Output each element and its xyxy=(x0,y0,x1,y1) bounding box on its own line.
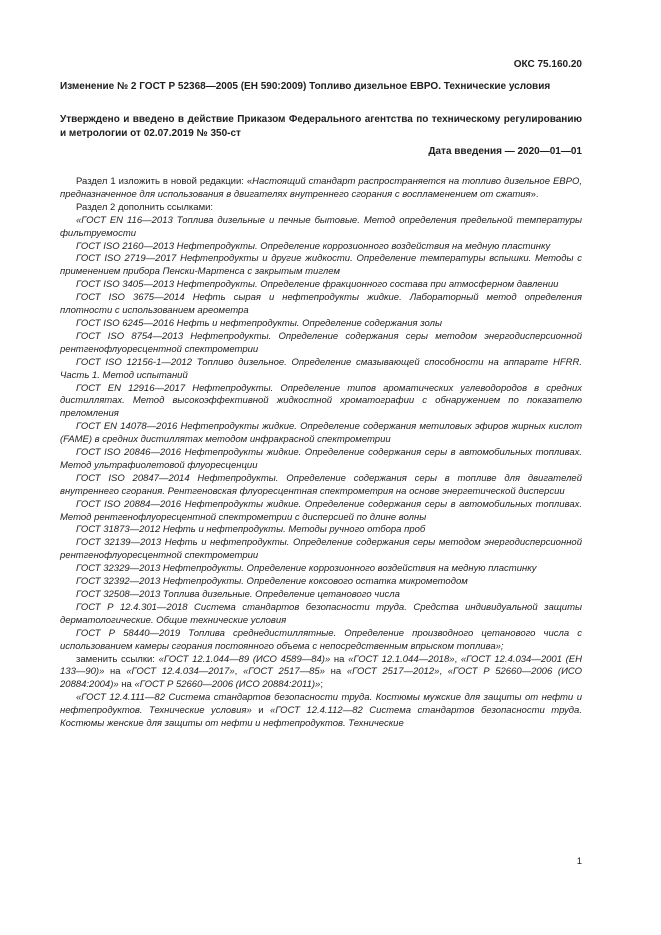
reference-item: ГОСТ 31873—2012 Нефть и нефтепродукты. Методы ручного отбора проб xyxy=(76,524,426,536)
classification-code: ОКС 75.160.20 xyxy=(513,59,582,70)
reference-item: ГОСТ ISO 3675—2014 Нефть сырая и нефтепродукты жидкие. Лабораторный метод определения плотности с использованием ареометра xyxy=(60,292,582,317)
replace-references-paragraph: заменить ссылки: «ГОСТ 12.1.044—89 (ИСО 4589—84)» на «ГОСТ 12.1.044—2018», «ГОСТ 12.4.034—2001 (ЕН 133—90)» на «ГОСТ 12.4.034—2017», «ГОСТ 2517—85» на «ГОСТ 2517—2012», «ГОСТ Р 52660—2006 (ИСО 20884:2004)» на «ГОСТ Р 52660—2006 (ИСО 20884:2011)»; xyxy=(60,653,583,691)
text-run: , xyxy=(439,666,448,678)
text-run: «ГОСТ Р 52660—2006 (ИСО 20884:2011)» xyxy=(134,679,321,691)
reference-list xyxy=(60,215,582,654)
reference-item: ГОСТ EN 14078—2016 Нефтепродукты жидкие. Определение содержания метиловых эфиров жирных кислот (FAME) в средних дистиллятах методом инфракрасной спектрометрии xyxy=(60,421,582,446)
text-run: «ГОСТ 2517—85» xyxy=(242,666,325,678)
reference-item: ГОСТ EN 12916—2017 Нефтепродукты. Определение типов ароматических углеводородов в средних дистиллятах. Метод высокоэффективной жидкостной хроматографии с обнаружением по показателю преломления xyxy=(60,382,582,420)
text-run: «ГОСТ 12.1.044—2018» xyxy=(348,653,455,665)
reference-item: ГОСТ 32392—2013 Нефтепродукты. Определение коксового остатка микрометодом xyxy=(76,576,468,588)
text-run: «ГОСТ 12.4.034—2017» xyxy=(126,666,235,678)
text-run: на xyxy=(104,666,127,678)
reference-item: ГОСТ ISO 20847—2014 Нефтепродукты. Определение содержания серы в топливе для двигателей внутреннего сгорания. Рентгеновская флуоресцентная спектрометрия на основе энергетической дисперсии xyxy=(60,472,582,497)
text-run: «ГОСТ 2517—2012» xyxy=(346,666,440,678)
approval-statement: Утверждено и введено в действие Приказом Федерального агентства по техническому регулированию и метрологии от 02.07.2019 № 350-ст xyxy=(60,114,582,139)
effective-date: Дата введения — 2020—01—01 xyxy=(428,146,582,157)
reference-item: ГОСТ 32508—2013 Топлива дизельные. Определение цетанового числа xyxy=(76,589,400,600)
text-run: на xyxy=(118,679,135,691)
amendment-title: Изменение № 2 ГОСТ Р 52368—2005 (ЕН 590:2009) Топливо дизельное ЕВРО. Технические условия xyxy=(60,81,551,92)
reference-item: ГОСТ ISO 6245—2016 Нефть и нефтепродукты. Определение содержания золы xyxy=(76,317,442,329)
text-run: , xyxy=(234,666,243,678)
reference-item: ГОСТ ISO 8754—2013 Нефтепродукты. Определение содержания серы методом энергодисперсионной рентгенофлуоресцентной спектрометрии xyxy=(60,330,582,355)
text-run: «ГОСТ Р 52660—2006 (ИСО 20884:2004)» xyxy=(60,666,583,691)
reference-item: ГОСТ ISO 20846—2016 Нефтепродукты жидкие. Определение содержания серы в автомобильных топливах. Метод ультрафиолетовой флуоресценции xyxy=(60,447,582,471)
reference-item: ГОСТ Р 58440—2019 Топлива среднедистиллятные. Определение производного цетанового числа с использованием камеры сгорания постоянного объема с непосредственным впрыском топлива»; xyxy=(60,627,582,652)
reference-item: «ГОСТ EN 116—2013 Топлива дизельные и печные бытовые. Метод определения предельной температуры фильтруемости xyxy=(60,214,582,239)
text-run: «ГОСТ 12.4.112—82 Система стандартов безопасности труда. Костюмы женские для защиты от нефти и нефтепродуктов. Технические xyxy=(60,705,582,730)
text-run: на xyxy=(330,653,349,665)
page-number: 1 xyxy=(576,856,582,867)
reference-item: ГОСТ 32139—2013 Нефть и нефтепродукты. Определение содержания серы методом энергодисперсионной рентгенофлуоресцентной спектрометрии xyxy=(60,537,582,562)
text-run: «ГОСТ 12.4.111—82 Система стандартов безопасности труда. Костюмы мужские для защиты от нефти и нефтепродуктов. Технические условия» xyxy=(60,692,582,717)
document-body xyxy=(60,176,582,731)
text-run: и xyxy=(251,705,271,717)
text-run: ; xyxy=(320,679,323,691)
text-run: на xyxy=(324,666,347,678)
last-paragraph xyxy=(60,692,582,731)
reference-item: ГОСТ ISO 3405—2013 Нефтепродукты. Определение фракционного состава при атмосферном давлении xyxy=(76,279,559,291)
text-run: , xyxy=(454,653,461,665)
section-2-paragraph: Раздел 2 дополнить ссылками: xyxy=(76,201,214,213)
reference-item: ГОСТ 32329—2013 Нефтепродукты. Определение коррозионного воздействия на медную пластинку xyxy=(76,563,537,575)
reference-item: ГОСТ ISO 12156-1—2012 Топливо дизельное. Определение смазывающей способности на аппарате HFRR. Часть 1. Метод испытаний xyxy=(60,356,582,381)
section-1-paragraph: Раздел 1 изложить в новой редакции: «Настоящий стандарт распространяется на топливо дизельное ЕВРО, предназначенное для использования в двигателях внутреннего сгорания с воспламенением от сжатия». xyxy=(60,176,582,200)
reference-item: ГОСТ ISO 20884—2016 Нефтепродукты жидкие. Определение содержания серы в автомобильных топливах. Метод рентгенофлуоресцентной спектрометрии с дисперсией по длине волны xyxy=(60,498,582,523)
reference-item: ГОСТ Р 12.4.301—2018 Система стандартов безопасности труда. Средства индивидуальной защиты дерматологические. Общие технические условия xyxy=(60,601,582,626)
reference-item: ГОСТ ISO 2719—2017 Нефтепродукты и другие жидкости. Определение температуры вспышки. Методы с применением прибора Пенски-Мартенса с закрытым тиглем xyxy=(60,253,582,278)
text-run: «ГОСТ 12.4.034—2001 (ЕН 133—90)» xyxy=(60,653,582,678)
text-run: «ГОСТ 12.1.044—89 (ИСО 4589—84)» xyxy=(158,653,331,665)
reference-item: ГОСТ ISO 2160—2013 Нефтепродукты. Определение коррозионного воздействия на медную пластинку xyxy=(76,240,551,252)
